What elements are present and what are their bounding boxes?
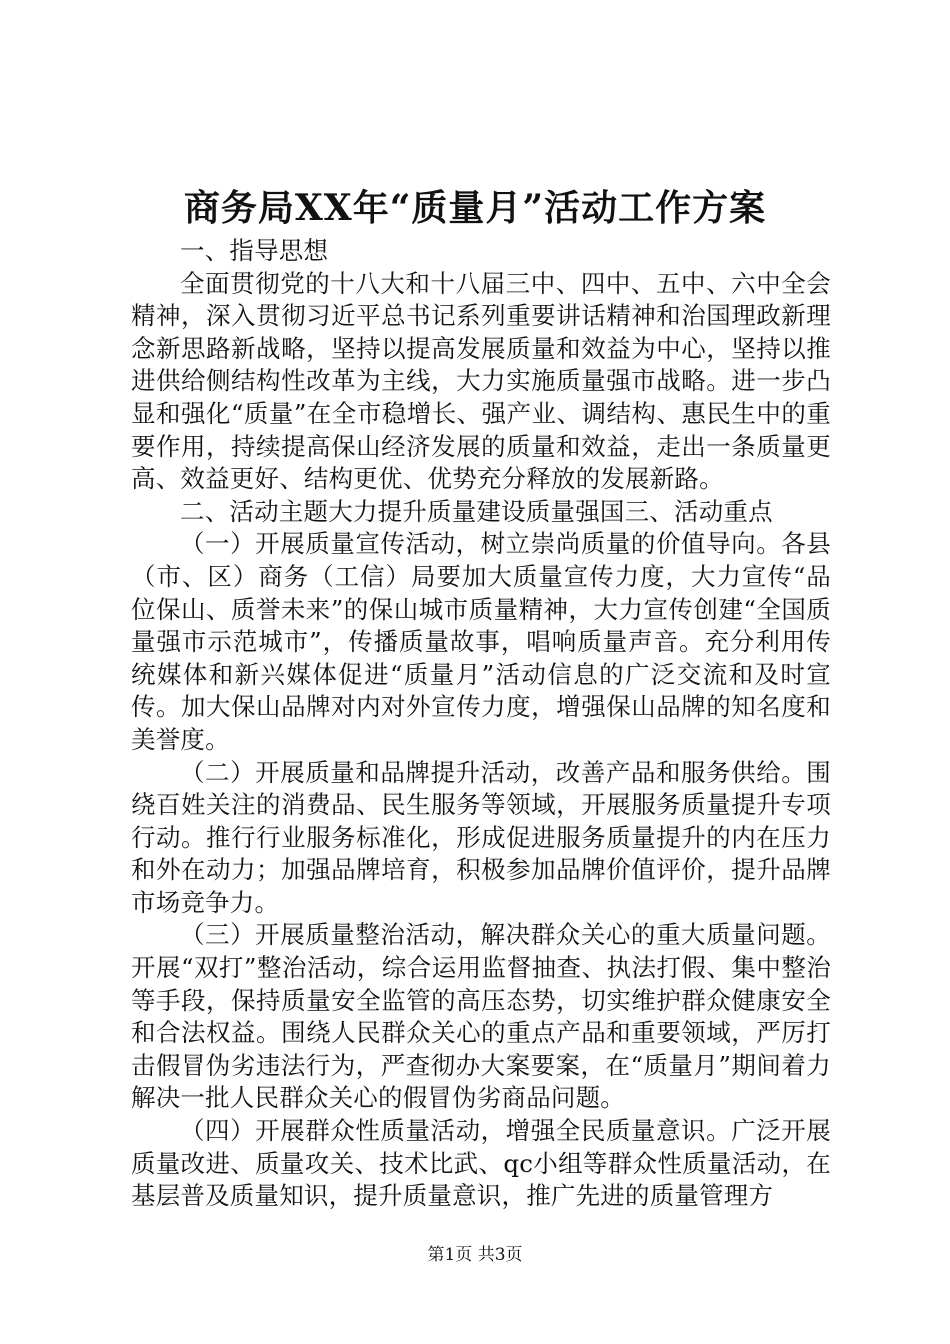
document-title: 商务局XX年“质量月”活动工作方案 (183, 187, 767, 229)
document-body (131, 235, 831, 1213)
paragraph-focus-3: （三）开展质量整治活动，解决群众关心的重大质量问题。开展“双打”整治活动，综合运用监督抽查、执法打假、集中整治等手段，保持质量安全监管的高压态势，切实维护群众健康安全和合法权益。围绕人民群众关心的重点产品和重要领域，严厉打击假冒伪劣违法行为，严查彻办大案要案，在“质量月”期间着力解决一批人民群众关心的假冒伪劣商品问题。 (131, 920, 831, 1113)
paragraph-guiding-ideology: 全面贯彻党的十八大和十八届三中、四中、五中、六中全会精神，深入贯彻习近平总书记系列重要讲话精神和治国理政新理念新思路新战略，坚持以提高发展质量和效益为中心，坚持以推进供给侧结构性改革为主线，大力实施质量强市战略。进一步凸显和强化“质量”在全市稳增长、强产业、调结构、惠民生中的重要作用，持续提高保山经济发展的质量和效益，走出一条质量更高、效益更好、结构更优、优势充分释放的发展新路。 (131, 268, 831, 494)
section-heading-guiding-ideology: 一、指导思想 (180, 236, 329, 265)
paragraph-focus-4: （四）开展群众性质量活动，增强全民质量意识。广泛开展质量改进、质量攻关、技术比武、qc小组等群众性质量活动，在基层普及质量知识，提升质量意识，推广先进的质量管理方 (131, 1116, 831, 1211)
section-heading-theme-and-focus: 二、活动主题大力提升质量建设质量强国三、活动重点 (180, 496, 773, 526)
paragraph-focus-1: （一）开展质量宣传活动，树立崇尚质量的价值导向。各县（市、区）商务（工信）局要加大质量宣传力度，大力宣传“品位保山、质誉未来”的保山城市质量精神，大力宣传创建“全国质量强市示范城市”，传播质量故事，唱响质量声音。充分利用传统媒体和新兴媒体促进“质量月”活动信息的广泛交流和及时宣传。加大保山品牌对内对外宣传力度，增强保山品牌的知名度和美誉度。 (131, 529, 831, 754)
paragraph-focus-2: （二）开展质量和品牌提升活动，改善产品和服务供给。围绕百姓关注的消费品、民生服务等领域，开展服务质量提升专项行动。推行行业服务标准化，形成促进服务质量提升的内在压力和外在动力；加强品牌培育，积极参加品牌价值评价，提升品牌市场竞争力。 (131, 757, 831, 917)
page-number-footer: 第1页 共3页 (427, 1245, 523, 1265)
